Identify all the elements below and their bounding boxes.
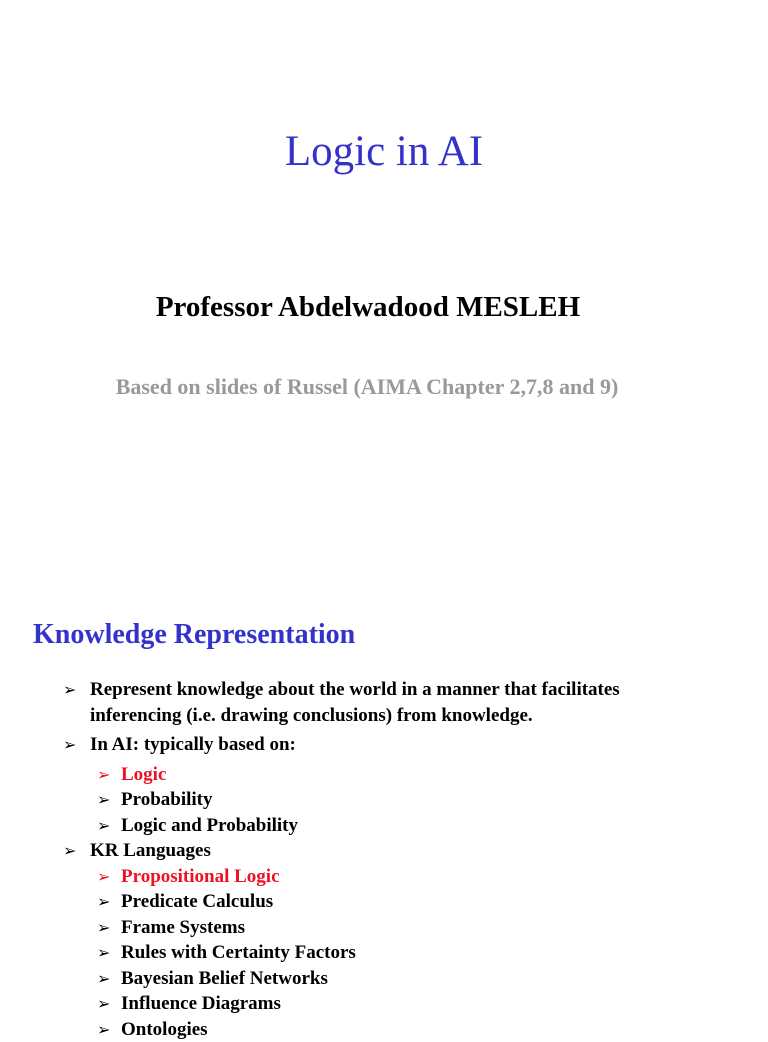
section-title: Knowledge Representation bbox=[33, 615, 355, 655]
sub-bullet-item-highlighted bbox=[0, 762, 768, 788]
bullet-text: Rules with Certainty Factors bbox=[121, 942, 356, 963]
bullet-text: Represent knowledge about the world in a manner that facilitates inferencing (i.e. drawing conclusions) from knowledge. bbox=[90, 679, 620, 726]
sub-bullet-item-highlighted bbox=[0, 864, 768, 890]
arrow-bullet-icon: ➢ bbox=[97, 864, 110, 890]
bullet-text: Influence Diagrams bbox=[121, 993, 281, 1014]
bullet-list bbox=[0, 677, 768, 1042]
arrow-bullet-icon: ➢ bbox=[97, 787, 110, 813]
bullet-item bbox=[0, 732, 768, 758]
bullet-text: Ontologies bbox=[121, 1019, 208, 1040]
arrow-bullet-icon: ➢ bbox=[97, 889, 110, 915]
sub-bullet-item bbox=[0, 940, 768, 966]
arrow-bullet-icon: ➢ bbox=[97, 966, 110, 992]
arrow-bullet-icon: ➢ bbox=[63, 677, 76, 703]
bullet-text: KR Languages bbox=[90, 840, 211, 861]
bullet-text: Frame Systems bbox=[121, 917, 245, 938]
bullet-text: Bayesian Belief Networks bbox=[121, 968, 328, 989]
bullet-text: Logic and Probability bbox=[121, 815, 298, 836]
arrow-bullet-icon: ➢ bbox=[97, 813, 110, 839]
bullet-item bbox=[0, 838, 768, 864]
sub-bullet-item bbox=[0, 889, 768, 915]
arrow-bullet-icon: ➢ bbox=[97, 915, 110, 941]
bullet-text: Predicate Calculus bbox=[121, 891, 273, 912]
bullet-text: Probability bbox=[121, 789, 213, 810]
arrow-bullet-icon: ➢ bbox=[97, 1017, 110, 1042]
bullet-text: Propositional Logic bbox=[121, 866, 280, 887]
sub-bullet-item bbox=[0, 787, 768, 813]
arrow-bullet-icon: ➢ bbox=[63, 732, 76, 758]
arrow-bullet-icon: ➢ bbox=[97, 762, 110, 788]
author-name: Professor Abdelwadood MESLEH bbox=[0, 287, 736, 327]
sub-bullet-item bbox=[0, 813, 768, 839]
arrow-bullet-icon: ➢ bbox=[97, 940, 110, 966]
bullet-item bbox=[0, 677, 768, 728]
bullet-text: Logic bbox=[121, 764, 166, 785]
knowledge-representation-slide bbox=[0, 576, 768, 1024]
arrow-bullet-icon: ➢ bbox=[63, 838, 76, 864]
slide-title: Logic in AI bbox=[0, 122, 768, 182]
sub-bullet-item bbox=[0, 966, 768, 992]
sub-bullet-item bbox=[0, 915, 768, 941]
sub-bullet-item bbox=[0, 1017, 768, 1042]
bullet-text: In AI: typically based on: bbox=[90, 734, 296, 755]
slide-subtitle: Based on slides of Russel (AIMA Chapter 2,7,8 and 9) bbox=[104, 372, 630, 402]
sub-bullet-item bbox=[0, 991, 768, 1017]
arrow-bullet-icon: ➢ bbox=[97, 991, 110, 1017]
